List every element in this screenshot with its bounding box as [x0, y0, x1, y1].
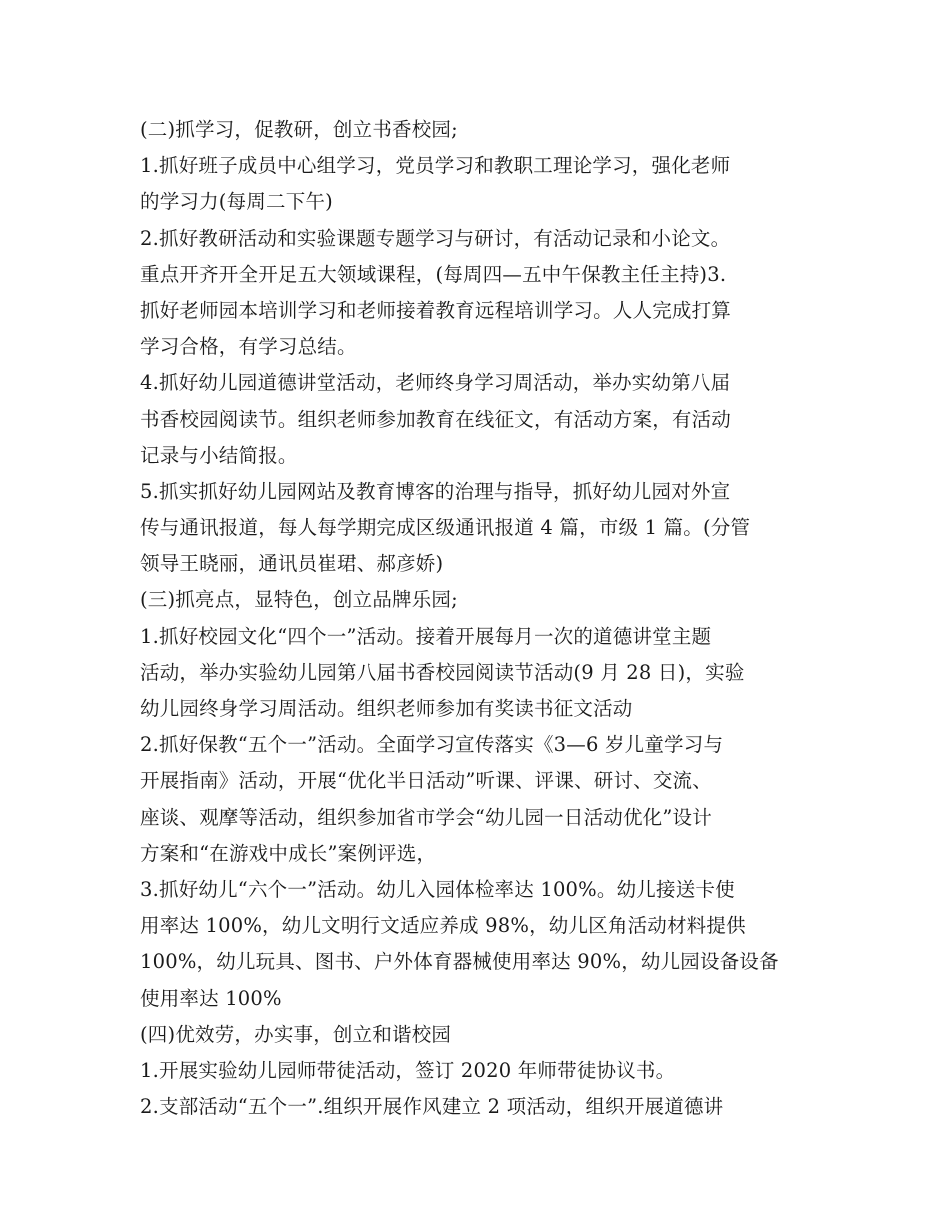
paragraph-line: 活动，举办实验幼儿园第八届书香校园阅读节活动(9 月 28 日)，实验 [140, 660, 745, 684]
paragraph-line: 学习合格，有学习总结。 [140, 335, 357, 359]
paragraph-line: 1.开展实验幼儿园师带徒活动，签订 2020 年师带徒协议书。 [140, 1058, 676, 1082]
paragraph-line: 5.抓实抓好幼儿园网站及教育博客的治理与指导，抓好幼儿园对外宣 [140, 479, 731, 503]
paragraph-line: 幼儿园终身学习周活动。组织老师参加有奖读书征文活动 [140, 697, 633, 720]
paragraph-line: 使用率达 100% [140, 986, 282, 1010]
paragraph-line: 书香校园阅读节。组织老师参加教育在线征文，有活动方案，有活动 [140, 407, 732, 431]
paragraph-line: 方案和“在游戏中成长”案例评选， [140, 841, 437, 865]
paragraph-line: 的学习力(每周二下午) [140, 190, 333, 214]
paragraph-line: 2.支部活动“五个一”.组织开展作风建立 2 项活动，组织开展道德讲 [140, 1095, 724, 1119]
paragraph-line: 2.抓好保教“五个一”活动。全面学习宣传落实《3—6 岁儿童学习与 [140, 733, 724, 757]
paragraph-line: 100%，幼儿玩具、图书、户外体育器械使用率达 90%，幼儿园设备设备 [140, 950, 779, 974]
paragraph-line: 抓好老师园本培训学习和老师接着教育远程培训学习。人人完成打算 [140, 298, 732, 322]
paragraph-line: 1.抓好班子成员中心组学习，党员学习和教职工理论学习，强化老师 [140, 154, 731, 178]
paragraph-line: 座谈、观摩等活动，组织参加省市学会“幼儿园一日活动优化”设计 [140, 805, 712, 829]
paragraph-line: 重点开齐开全开足五大领域课程，(每周四—五中午保教主任主持)3. [140, 262, 727, 286]
paragraph-line: 2.抓好教研活动和实验课题专题学习与研讨，有活动记录和小论文。 [140, 226, 731, 250]
section-heading-4: (四)优效劳，办实事，创立和谐校园 [140, 1022, 452, 1046]
section-heading-3: (三)抓亮点，显特色，创立品牌乐园; [140, 588, 458, 612]
paragraph-line: 1.抓好校园文化“四个一”活动。接着开展每月一次的道德讲堂主题 [140, 624, 712, 648]
paragraph-line: 用率达 100%，幼儿文明行文适应养成 98%，幼儿区角活动材料提供 [140, 914, 746, 938]
paragraph-line: 4.抓好幼儿园道德讲堂活动，老师终身学习周活动，举办实幼第八届 [140, 371, 731, 395]
section-heading-2: (二)抓学习，促教研，创立书香校园; [140, 118, 458, 141]
document-body [140, 112, 815, 1125]
paragraph-line: 记录与小结简报。 [140, 443, 298, 467]
paragraph-line: 开展指南》活动，开展“优化半日活动”听课、评课、研讨、交流、 [140, 769, 712, 793]
paragraph-line: 传与通讯报道，每人每学期完成区级通讯报道 4 篇，市级 1 篇。(分管 [140, 516, 751, 540]
paragraph-line: 领导王晓丽，通讯员崔珺、郝彦娇) [140, 552, 444, 576]
paragraph-line: 3.抓好幼儿“六个一”活动。幼儿入园体检率达 100%。幼儿接送卡使 [140, 877, 735, 901]
